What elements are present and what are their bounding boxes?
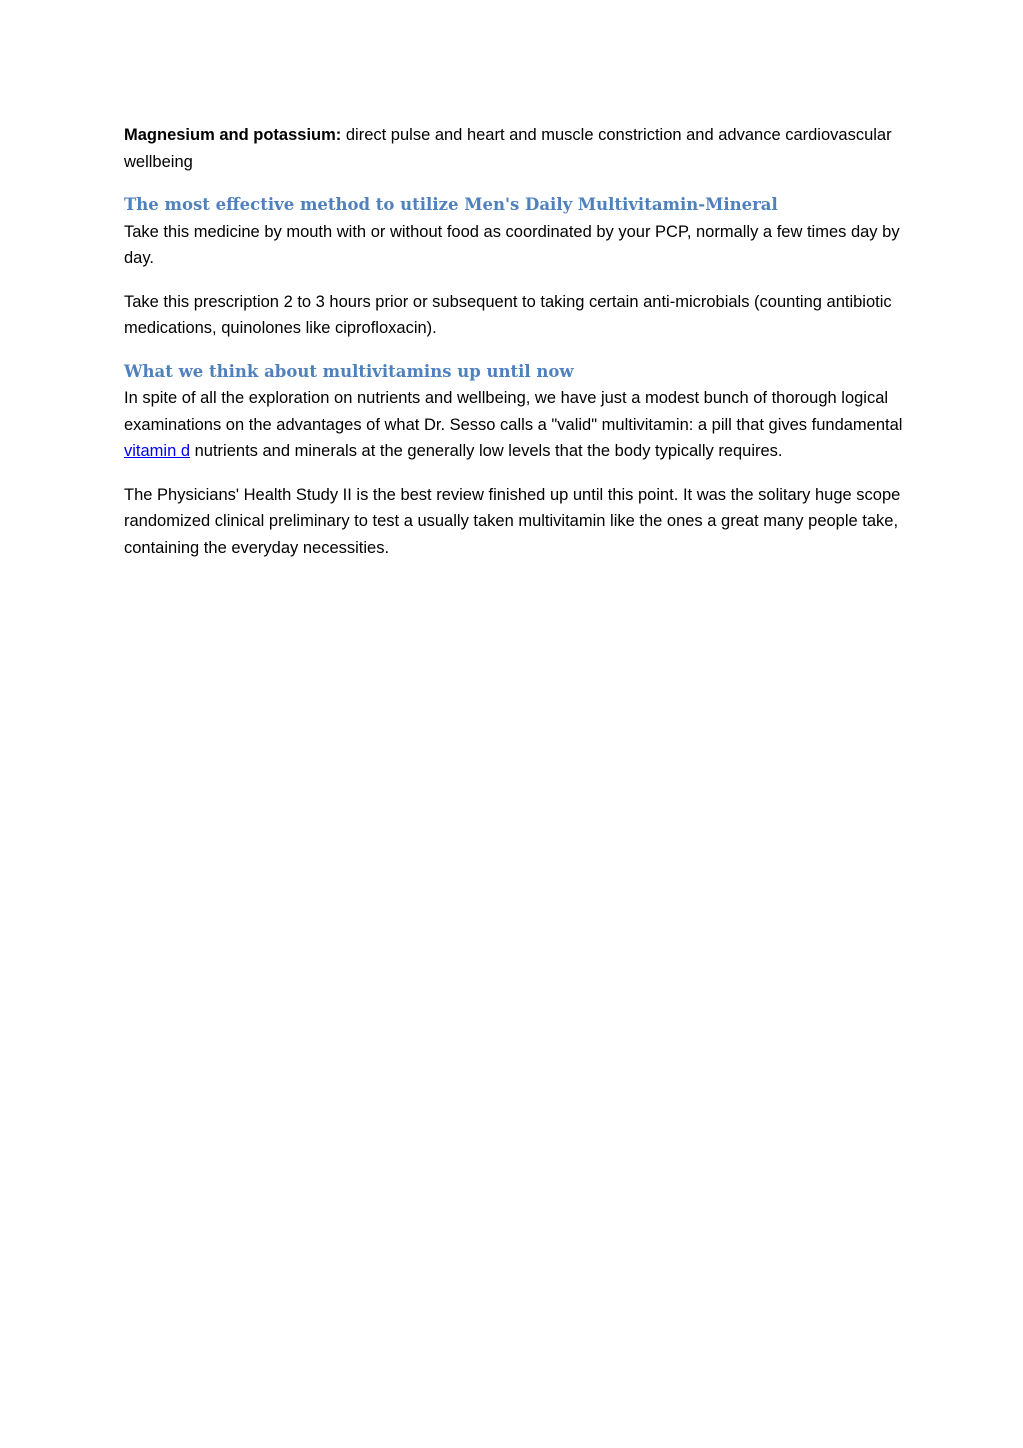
section-usage-paragraph-2: Take this prescription 2 to 3 hours prior or subsequent to taking certain anti-microbials (counting antibiotic medications, quinolones like ciprofloxacin). [124, 292, 892, 337]
vitamin-d-link[interactable]: vitamin d [124, 442, 191, 460]
section-multivitamins-paragraph-2: The Physicians' Health Study II is the best review finished up until this point. It was the solitary huge scope randomized clinical preliminary to test a usually taken multivitamin like the ones a great many people take, containing the everyday necessities. [124, 485, 901, 557]
section-multivitamins [124, 359, 914, 562]
paragraph-text-after-link: nutrients and minerals at the generally low levels that the body typically requires. [190, 442, 783, 460]
paragraph-text-before-link: In spite of all the exploration on nutrients and wellbeing, we have just a modest bunch of thorough logical examinations on the advantages of what Dr. Sesso calls a "valid" multivitamin: a pill that gives fundamental [124, 389, 903, 434]
intro-text: direct pulse and heart and muscle constriction and advance cardiovascular wellbeing [124, 126, 892, 171]
intro-label: Magnesium and potassium: [124, 126, 342, 144]
section-multivitamins-heading: What we think about multivitamins up until now [124, 361, 574, 381]
section-usage-paragraph-1: Take this medicine by mouth with or without food as coordinated by your PCP, normally a few times day by day. [124, 222, 900, 267]
section-usage-heading: The most effective method to utilize Men's Daily Multivitamin-Mineral [124, 195, 778, 214]
section-multivitamins-paragraph-1 [124, 385, 914, 465]
section-usage [124, 192, 914, 342]
intro-paragraph [124, 122, 914, 175]
document-body [124, 122, 914, 578]
